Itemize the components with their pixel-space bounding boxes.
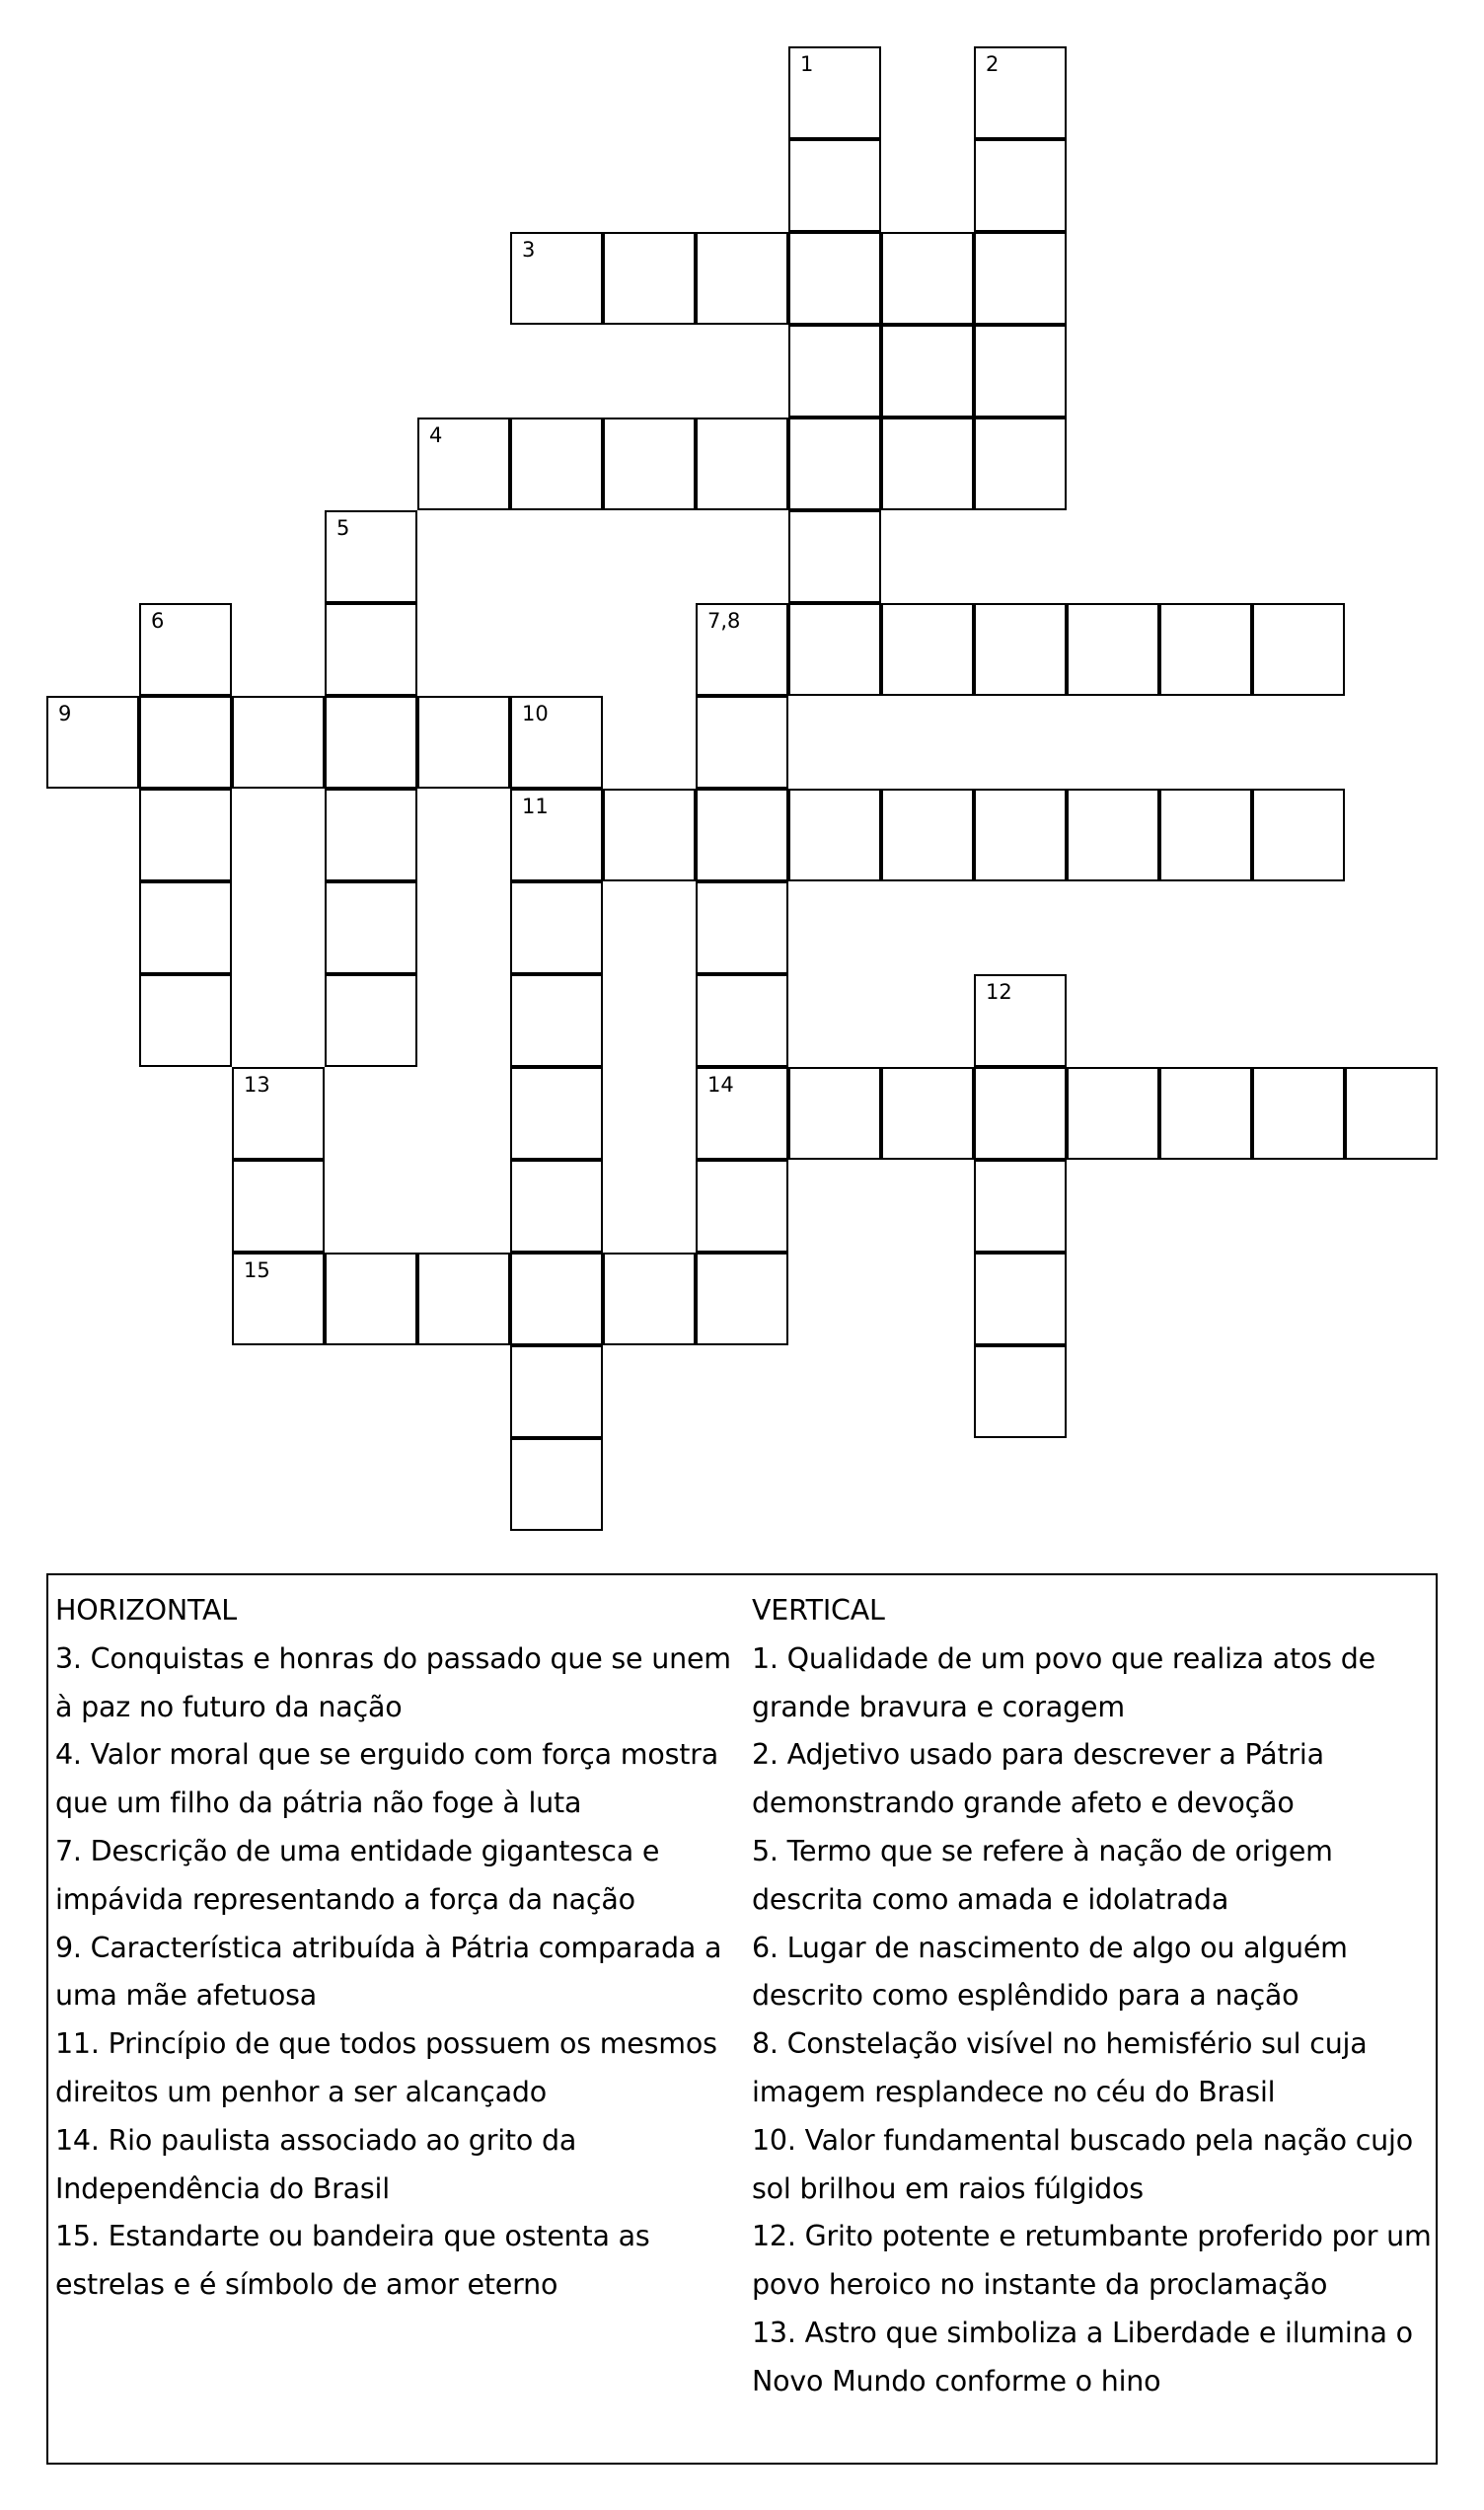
grid-cell[interactable] <box>603 1253 696 1345</box>
clue-number: 4 <box>429 423 443 447</box>
clue-vertical-6: 6. Lugar de nascimento de algo ou alguém descrito como esplêndido para a nação <box>752 1931 1348 2013</box>
clue-vertical-10: 10. Valor fundamental buscado pela nação cujo sol brilhou em raios fúlgidos <box>752 2123 1413 2205</box>
grid-cell[interactable] <box>325 603 417 696</box>
grid-cell[interactable] <box>788 418 881 510</box>
grid-cell[interactable] <box>788 1067 881 1160</box>
grid-cell[interactable] <box>881 232 974 325</box>
grid-cell[interactable] <box>232 696 325 789</box>
grid-cell[interactable] <box>974 1160 1067 1253</box>
grid-cell[interactable] <box>974 603 1067 696</box>
grid-cell[interactable] <box>1345 1067 1438 1160</box>
clue-horizontal-14: 14. Rio paulista associado ao grito da Independência do Brasil <box>55 2123 577 2205</box>
grid-cell[interactable] <box>1159 603 1252 696</box>
grid-cell[interactable] <box>974 232 1067 325</box>
grid-cell[interactable] <box>788 325 881 418</box>
grid-cell[interactable] <box>974 418 1067 510</box>
grid-cell[interactable] <box>417 1253 510 1345</box>
grid-cell[interactable] <box>325 1253 417 1345</box>
clue-number: 10 <box>522 702 549 725</box>
clue-number: 1 <box>800 52 814 76</box>
vertical-heading: VERTICAL <box>752 1594 885 1627</box>
grid-cell[interactable] <box>510 696 603 789</box>
grid-cell[interactable] <box>696 789 788 881</box>
grid-cell[interactable] <box>881 418 974 510</box>
grid-cell[interactable] <box>974 974 1067 1067</box>
clue-horizontal-7: 7. Descrição de uma entidade gigantesca e impávida representando a força da nação <box>55 1834 660 1916</box>
grid-cell[interactable] <box>325 696 417 789</box>
grid-cell[interactable] <box>696 232 788 325</box>
clue-number: 9 <box>58 702 72 725</box>
grid-cell[interactable] <box>139 696 232 789</box>
grid-cell[interactable] <box>1252 603 1345 696</box>
grid-cell[interactable] <box>325 789 417 881</box>
grid-cell[interactable] <box>788 139 881 232</box>
clue-horizontal-3: 3. Conquistas e honras do passado que se unem à paz no futuro da nação <box>55 1641 731 1723</box>
horizontal-clues <box>55 1587 746 2310</box>
grid-cell[interactable] <box>510 1253 603 1345</box>
clue-vertical-2: 2. Adjetivo usado para descrever a Pátria demonstrando grande afeto e devoção <box>752 1738 1324 1820</box>
grid-cell[interactable] <box>696 974 788 1067</box>
grid-cell[interactable] <box>139 603 232 696</box>
grid-cell[interactable] <box>417 696 510 789</box>
grid-cell[interactable] <box>974 139 1067 232</box>
grid-cell[interactable] <box>881 325 974 418</box>
clue-number: 5 <box>336 516 350 540</box>
clue-number: 2 <box>986 52 1000 76</box>
grid-cell[interactable] <box>510 1438 603 1531</box>
grid-cell[interactable] <box>232 1067 325 1160</box>
grid-cell[interactable] <box>696 1160 788 1253</box>
grid-cell[interactable] <box>325 510 417 603</box>
grid-cell[interactable] <box>139 789 232 881</box>
grid-cell[interactable] <box>788 46 881 139</box>
grid-cell[interactable] <box>510 1067 603 1160</box>
grid-cell[interactable] <box>1252 789 1345 881</box>
grid-cell[interactable] <box>974 789 1067 881</box>
grid-cell[interactable] <box>696 418 788 510</box>
grid-cell[interactable] <box>232 1253 325 1345</box>
grid-cell[interactable] <box>1252 1067 1345 1160</box>
clue-number: 3 <box>522 238 536 262</box>
clue-number: 14 <box>707 1073 734 1097</box>
vertical-clues <box>752 1587 1433 2406</box>
grid-cell[interactable] <box>417 418 510 510</box>
grid-cell[interactable] <box>325 881 417 974</box>
grid-cell[interactable] <box>603 789 696 881</box>
grid-cell[interactable] <box>510 232 603 325</box>
grid-cell[interactable] <box>881 1067 974 1160</box>
grid-cell[interactable] <box>603 232 696 325</box>
grid-cell[interactable] <box>139 974 232 1067</box>
grid-cell[interactable] <box>325 974 417 1067</box>
grid-cell[interactable] <box>1159 1067 1252 1160</box>
grid-cell[interactable] <box>139 881 232 974</box>
grid-cell[interactable] <box>603 418 696 510</box>
grid-cell[interactable] <box>974 1253 1067 1345</box>
clue-number: 15 <box>244 1258 270 1282</box>
grid-cell[interactable] <box>510 974 603 1067</box>
grid-cell[interactable] <box>881 603 974 696</box>
grid-cell[interactable] <box>974 1345 1067 1438</box>
grid-cell[interactable] <box>46 696 139 789</box>
grid-cell[interactable] <box>696 881 788 974</box>
clue-number: 6 <box>151 609 165 633</box>
grid-cell[interactable] <box>974 325 1067 418</box>
grid-cell[interactable] <box>510 1160 603 1253</box>
clue-vertical-12: 12. Grito potente e retumbante proferido por um povo heroico no instante da proclamação <box>752 2220 1432 2302</box>
grid-cell[interactable] <box>510 789 603 881</box>
grid-cell[interactable] <box>510 1345 603 1438</box>
grid-cell[interactable] <box>881 789 974 881</box>
grid-cell[interactable] <box>788 510 881 603</box>
clue-number: 7,8 <box>707 609 741 633</box>
clue-horizontal-9: 9. Característica atribuída à Pátria comparada a uma mãe afetuosa <box>55 1931 722 2013</box>
grid-cell[interactable] <box>788 232 881 325</box>
clue-vertical-13: 13. Astro que simboliza a Liberdade e ilumina o Novo Mundo conforme o hino <box>752 2316 1413 2397</box>
grid-cell[interactable] <box>788 603 881 696</box>
clue-vertical-5: 5. Termo que se refere à nação de origem descrita como amada e idolatrada <box>752 1834 1333 1916</box>
grid-cell[interactable] <box>696 1253 788 1345</box>
grid-cell[interactable] <box>696 696 788 789</box>
grid-cell[interactable] <box>1159 789 1252 881</box>
grid-cell[interactable] <box>1067 789 1159 881</box>
grid-cell[interactable] <box>788 789 881 881</box>
grid-cell[interactable] <box>510 418 603 510</box>
clue-horizontal-15: 15. Estandarte ou bandeira que ostenta as estrelas e é símbolo de amor eterno <box>55 2220 650 2302</box>
clue-number: 11 <box>522 795 549 818</box>
clue-box <box>46 1573 1438 2465</box>
clue-number: 13 <box>244 1073 270 1097</box>
clue-vertical-8: 8. Constelação visível no hemisfério sul cuja imagem resplandece no céu do Brasil <box>752 2027 1368 2108</box>
clue-horizontal-11: 11. Princípio de que todos possuem os mesmos direitos um penhor a ser alcançado <box>55 2027 717 2108</box>
grid-cell[interactable] <box>1067 1067 1159 1160</box>
clue-number: 12 <box>986 980 1012 1004</box>
grid-cell[interactable] <box>510 881 603 974</box>
grid-cell[interactable] <box>974 46 1067 139</box>
horizontal-heading: HORIZONTAL <box>55 1594 237 1627</box>
grid-cell[interactable] <box>974 1067 1067 1160</box>
grid-cell[interactable] <box>232 1160 325 1253</box>
grid-cell[interactable] <box>1067 603 1159 696</box>
grid-cell[interactable] <box>696 1067 788 1160</box>
clue-horizontal-4: 4. Valor moral que se erguido com força mostra que um filho da pátria não foge à luta <box>55 1738 718 1820</box>
clue-vertical-1: 1. Qualidade de um povo que realiza atos de grande bravura e coragem <box>752 1641 1375 1723</box>
grid-cell[interactable] <box>696 603 788 696</box>
